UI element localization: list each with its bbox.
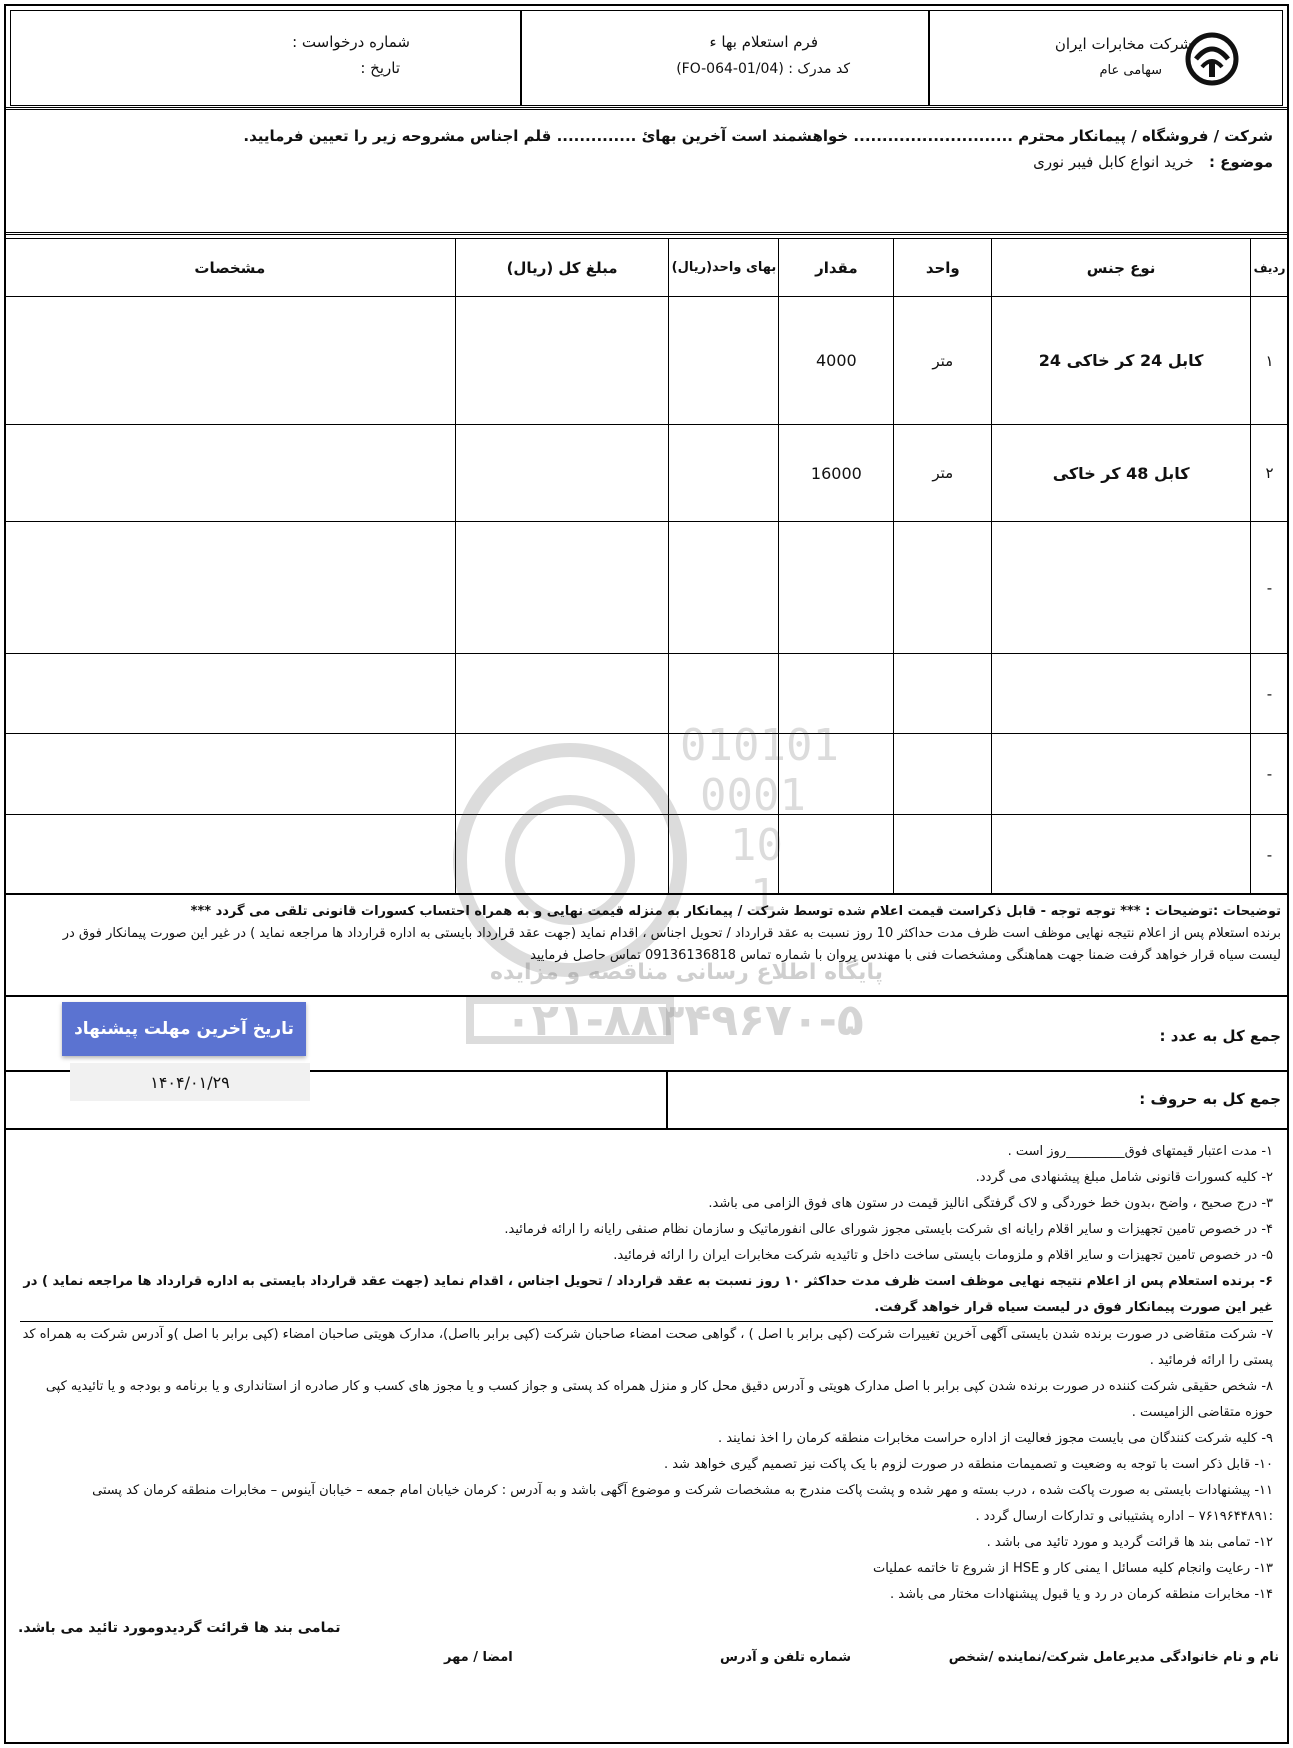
- table-row: [5, 734, 1289, 815]
- svg-text:1: 1: [750, 870, 777, 921]
- watermark-text: پایگاه اطلاع رسانی مناقصه و مزایده: [490, 960, 883, 985]
- row-unit: [894, 654, 992, 734]
- deadline-date: ۱۴۰۴/۰۱/۲۹: [70, 1063, 310, 1101]
- total-words-label: جمع کل به حروف :: [1139, 1090, 1281, 1108]
- col-unit-price-header: بهای واحد(ریال): [669, 239, 779, 297]
- col-unit-header: واحد: [894, 239, 992, 297]
- table-row: [5, 522, 1289, 654]
- row-specs: [5, 522, 456, 654]
- notes-box: [4, 893, 1289, 997]
- items-table: [4, 238, 1289, 895]
- row-type: [992, 654, 1251, 734]
- table-row: [5, 654, 1289, 734]
- svg-text:010101: 010101: [680, 720, 839, 771]
- row-unit-price: [669, 425, 779, 522]
- form-title-cell: [521, 10, 929, 106]
- condition-item: ۵- در خصوص تامین تجهیزات و سایر اقلام و ملزومات بایستی ساخت داخل و تائیدیه شرکت مخابرات ایران را ارائه فرمائید.: [613, 1248, 1273, 1263]
- condition-item: ۱۳- رعایت وانجام کلیه مسائل ا یمنی کار و HSE از شروع تا خاتمه عملیات: [873, 1561, 1273, 1576]
- table-row: [5, 297, 1289, 425]
- row-qty: [779, 815, 894, 895]
- doc-code: کد مدرک : (FO-064-01/04): [676, 61, 850, 77]
- deadline-badge: تاریخ آخرین مهلت پیشنهاد: [62, 1002, 306, 1056]
- request-cell: [10, 10, 521, 106]
- col-qty-header: مقدار: [779, 239, 894, 297]
- row-total: [455, 654, 669, 734]
- svg-text:10: 10: [730, 820, 783, 871]
- row-qty: 4000: [779, 297, 894, 425]
- table-row: [5, 425, 1289, 522]
- row-unit-price: [669, 654, 779, 734]
- row-unit: متر: [894, 425, 992, 522]
- notes-line-1: توضیحات :توضیحات : *** توجه توجه - قابل ذکراست قیمت اعلام شده توسط شرکت / پیمانکار به منزله قیمت نهایی و به همراه احتساب کسورات قانونی تلقی می گردد ***: [190, 904, 1281, 919]
- row-total: [455, 815, 669, 895]
- row-unit: [894, 522, 992, 654]
- condition-item: ۱۴- مخابرات منطقه کرمان در رد و یا قبول پیشنهادات مختار می باشد .: [890, 1587, 1273, 1602]
- company-type: سهامی عام: [1099, 63, 1162, 78]
- svg-text:0001: 0001: [700, 770, 806, 821]
- row-type: کابل 24 کر خاکی 24: [992, 297, 1251, 425]
- row-qty: [779, 654, 894, 734]
- row-number: -: [1251, 654, 1289, 734]
- row-total: [455, 297, 669, 425]
- company-cell: [929, 10, 1283, 106]
- row-specs: [5, 654, 456, 734]
- phone-address-label: شماره تلفن و آدرس: [720, 1650, 851, 1665]
- subject-row: [1033, 153, 1273, 171]
- row-specs: [5, 734, 456, 815]
- row-total: [455, 522, 669, 654]
- row-type: [992, 734, 1251, 815]
- row-unit-price: [669, 297, 779, 425]
- row-type: [992, 815, 1251, 895]
- condition-item: ۱۱- پیشنهادات بایستی به صورت پاکت شده ، درب بسته و مهر شده و پشت پاکت مندرج به مشخصات شرکت و موضوع آگهی باشد و به آدرس : کرمان خیابان امام جمعه – خیابان آینوس – مخابرات منطقه کرمان کد پستی :۷۶۱۹۶۴۴۸۹۱ – اداره پشتیبانی و تدارکات ارسال گردد .: [92, 1483, 1273, 1524]
- conditions-list: [4, 1135, 1289, 1612]
- request-number-label: شماره درخواست :: [292, 33, 410, 51]
- row-unit-price: [669, 815, 779, 895]
- row-number: -: [1251, 734, 1289, 815]
- watermark-phone: ۰۲۱-۸۸۳۴۹۶۷۰-۵: [505, 995, 864, 1046]
- row-unit: [894, 734, 992, 815]
- row-unit: متر: [894, 297, 992, 425]
- condition-item: ۱۲- تمامی بند ها قرائت گردید و مورد تائید می باشد .: [986, 1535, 1273, 1550]
- company-name: شرکت مخابرات ایران: [1054, 35, 1192, 53]
- row-specs: [5, 425, 456, 522]
- col-total-header: مبلغ کل (ریال): [455, 239, 669, 297]
- subject-value: خرید انواع کابل فیبر نوری: [1033, 153, 1194, 171]
- form-title: فرم استعلام بها ء: [709, 33, 818, 51]
- condition-item: ۹- کلیه شرکت کنندگان می بایست مجوز فعالیت از اداره حراست مخابرات منطقه کرمان را اخذ نمایند .: [718, 1431, 1273, 1446]
- table-row: [5, 815, 1289, 895]
- row-unit-price: [669, 522, 779, 654]
- row-type: کابل 48 کر خاکی: [992, 425, 1251, 522]
- row-total: [455, 425, 669, 522]
- condition-item: ۲- کلیه کسورات قانونی شامل مبلغ پیشنهادی می گردد.: [975, 1170, 1273, 1185]
- condition-item: ۶- برنده استعلام پس از اعلام نتیجه نهایی موظف است ظرف مدت حداکثر ۱۰ روز نسبت به عقد قرارداد / تحویل اجناس ، اقدام نماید (جهت عقد قرارداد بایستی به اداره قرارداد ها مراجعه نماید ) در غیر این صورت پیمانکار فوق در لیست سیاه قرار خواهد گرفت.: [20, 1269, 1273, 1322]
- intro-line: شرکت / فروشگاه / پیمانکار محترم ............................ خواهشمند است آخرین بهایٔ .............. قلم اجناس مشروحه زیر را تعیین فرمایید.: [243, 127, 1273, 145]
- row-number: ۲: [1251, 425, 1289, 522]
- intro-box: [4, 113, 1289, 235]
- subject-label: موضوع :: [1208, 153, 1273, 171]
- table-header-row: [5, 239, 1289, 297]
- row-qty: [779, 522, 894, 654]
- row-specs: [5, 297, 456, 425]
- condition-item: ۱- مدت اعتبار قیمتهای فوق_________روز است .: [1007, 1144, 1273, 1159]
- row-qty: [779, 734, 894, 815]
- row-unit: [894, 815, 992, 895]
- condition-item: ۴- در خصوص تامین تجهیزات و سایر اقلام رایانه ای شرکت بایستی مجوز شورای عالی انفورماتیک و سازمان نظام صنفی رایانه را ارائه فرمائید.: [504, 1222, 1273, 1237]
- row-total: [455, 734, 669, 815]
- row-qty: 16000: [779, 425, 894, 522]
- row-type: [992, 522, 1251, 654]
- condition-item: ۱۰- قابل ذکر است با توجه به وضعیت و تصمیمات منطقه در صورت لزوم با یک پاکت نیز تصمیم گیری خواهد شد .: [663, 1457, 1273, 1472]
- row-unit-price: [669, 734, 779, 815]
- condition-item: ۳- درج صحیح ، واضح ،بدون خط خوردگی و لاک گرفتگی انالیز قیمت در ستون های فوق الزامی می باشد.: [708, 1196, 1273, 1211]
- signature-label: امضا / مهر: [444, 1650, 513, 1665]
- notes-line-2: برنده استعلام پس از اعلام نتیجه نهایی موظف است ظرف مدت حداکثر 10 روز نسبت به عقد قرارداد / تحویل اجناس ، اقدام نماید (جهت عقد قرارداد بایستی به اداره قرارداد ها مراجعه نماید ) در غیر این صورت پیمانکار فوق در: [62, 926, 1281, 941]
- date-label: تاریخ :: [360, 59, 400, 77]
- notes-line-3: لیست سیاه قرار خواهد گرفت ضمنا جهت هماهنگی ومشخصات فنی با مهندس پروان با شماره تماس 09136136818 تماس حاصل فرمایید: [530, 948, 1281, 963]
- total-numeric-label: جمع کل به عدد :: [1159, 1027, 1281, 1045]
- col-row-header: ردیف: [1251, 239, 1289, 297]
- signer-name-label: نام و نام خانوادگی مدیرعامل شرکت/نماینده /شخص: [948, 1650, 1279, 1665]
- row-number: -: [1251, 815, 1289, 895]
- col-type-header: نوع جنس: [992, 239, 1251, 297]
- approval-text: تمامی بند ها قرائت گردیدومورد تائید می باشد.: [18, 1620, 341, 1636]
- condition-item: ۷- شرکت متقاضی در صورت برنده شدن بایستی آگهی آخرین تغییرات شرکت (کپی برابر با اصل ) ، گواهی صحت امضاء صاحبان شرکت (کپی برابر بااصل)، مدارک هویتی صاحبان امضاء (کپی برابر با اصل )و آدرس شرکت به همراه کد پستی را ارائه فرمائید .: [22, 1327, 1273, 1368]
- row-specs: [5, 815, 456, 895]
- total-divider: [666, 1072, 668, 1128]
- form-header: [4, 4, 1289, 110]
- condition-item: ۸- شخص حقیقی شرکت کننده در صورت برنده شدن کپی برابر با اصل مدارک هویتی و آدرس دقیق محل کار و منزل همراه کد پستی و جواز کسب و یا مجوز های کسب و کار صادره از استانداری و یا برنامه و بودجه و یا تائیدیه کپی حوزه متقاضی الزامیست .: [45, 1379, 1273, 1420]
- row-number: ۱: [1251, 297, 1289, 425]
- row-number: -: [1251, 522, 1289, 654]
- col-specs-header: مشخصات: [5, 239, 456, 297]
